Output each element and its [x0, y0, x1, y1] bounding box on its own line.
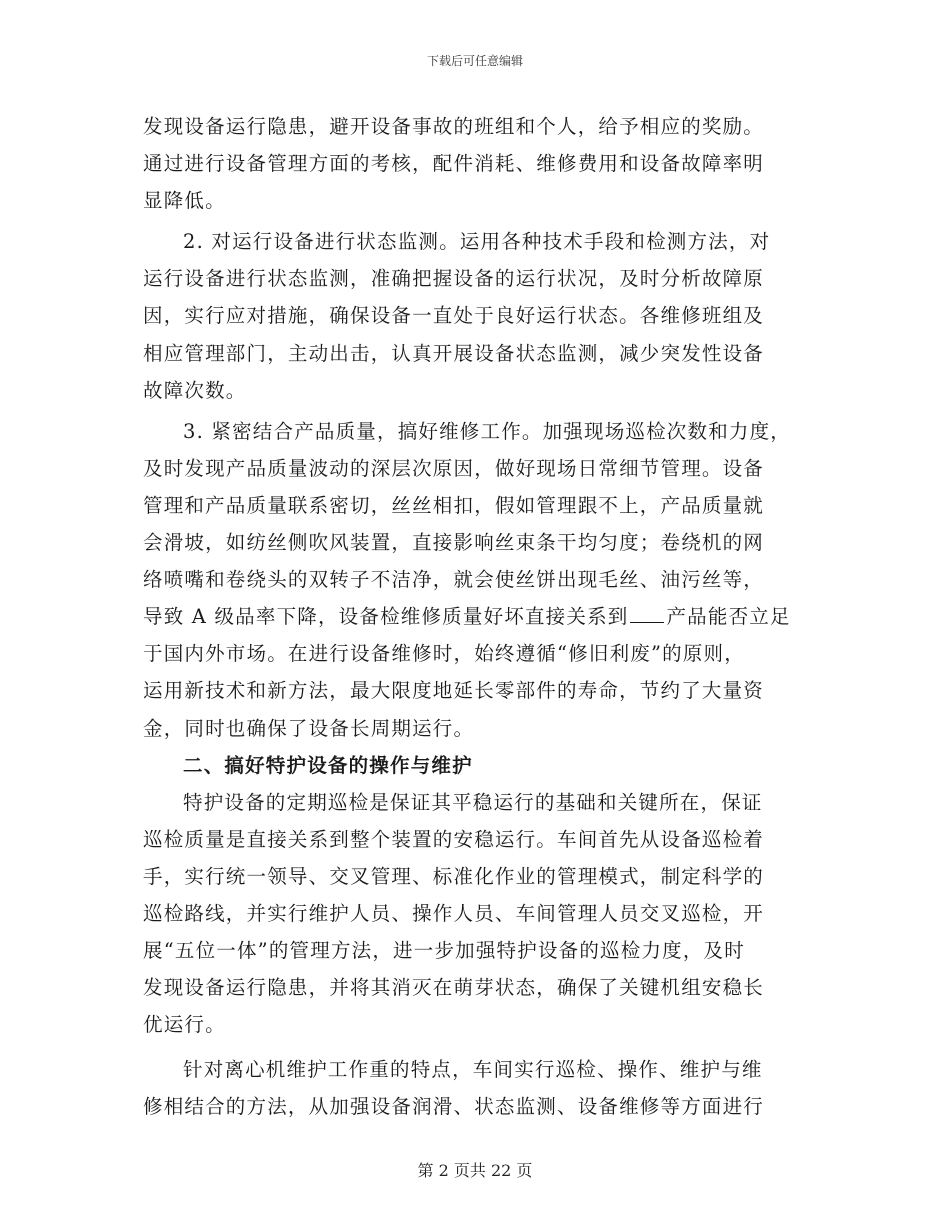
body-line: 于国内外市场。在进行设备维修时，始终遵循“修旧利废”的原则，	[143, 642, 745, 666]
body-line: 运用新技术和新方法，最大限度地延长零部件的寿命，节约了大量资	[143, 679, 765, 703]
body-line: 故障次数。	[143, 378, 247, 402]
body-line: 优运行。	[143, 1013, 226, 1037]
body-line: 管理和产品质量联系密切，丝丝相扣，假如管理跟不上，产品质量就	[143, 493, 765, 517]
body-line: 发现设备运行隐患，并将其消灭在萌芽状态，确保了关键机组安稳长	[143, 976, 765, 1000]
page-footer: 第 2 页共 22 页	[417, 1161, 533, 1180]
body-line: 巡检路线，并实行维护人员、操作人员、车间管理人员交叉巡检，开	[143, 901, 765, 925]
body-line: 巡检质量是直接关系到整个装置的安稳运行。车间首先从设备巡检着	[143, 827, 765, 851]
body-line: 金，同时也确保了设备长周期运行。	[143, 716, 475, 740]
body-line: 展“五位一体”的管理方法，进一步加强特护设备的巡检力度，及时	[143, 939, 745, 963]
page-header: 下载后可任意编辑	[426, 54, 523, 68]
document-body	[143, 108, 811, 1126]
paragraph-start: 3. 紧密结合产品质量，搞好维修工作。加强现场巡检次数和力度，	[183, 419, 792, 443]
paragraph-start: 针对离心机维护工作重的特点，车间实行巡检、操作、维护与维	[183, 1058, 763, 1082]
line-part: 导致 A 级品率下降，设备检维修质量好坏直接关系到	[143, 605, 629, 629]
body-line: 显降低。	[143, 189, 226, 213]
body-line: 因，实行应对措施，确保设备一直处于良好运行状态。各维修班组及	[143, 304, 765, 328]
body-line: 通过进行设备管理方面的考核，配件消耗、维修费用和设备故障率明	[143, 152, 765, 176]
body-line: 发现设备运行隐患，避开设备事故的班组和个人，给予相应的奖励。	[143, 115, 765, 138]
fill-in-blank	[630, 604, 664, 623]
body-line: 相应管理部门，主动出击，认真开展设备状态监测，减少突发性设备	[143, 341, 765, 365]
body-line: 会滑坡，如纺丝侧吹风装置，直接影响丝束条干均匀度；卷绕机的网	[143, 531, 765, 555]
line-part: 产品能否立足	[666, 605, 791, 629]
body-line: 修相结合的方法，从加强设备润滑、状态监测、设备维修等方面进行	[143, 1095, 765, 1119]
body-line: 络喷嘴和卷绕头的双转子不洁净，就会使丝饼出现毛丝、油污丝等，	[143, 568, 765, 592]
body-line: 及时发现产品质量波动的深层次原因，做好现场日常细节管理。设备	[143, 456, 765, 480]
body-line: 运行设备进行状态监测，准确把握设备的运行状况，及时分析故障原	[143, 267, 765, 291]
body-line-with-blank	[143, 598, 811, 635]
paragraph-start: 2. 对运行设备进行状态监测。运用各种技术手段和检测方法，对	[183, 230, 771, 254]
section-heading: 二、搞好特护设备的操作与维护	[183, 753, 473, 777]
paragraph-start: 特护设备的定期巡检是保证其平稳运行的基础和关键所在，保证	[183, 790, 763, 814]
body-line: 手，实行统一领导、交叉管理、标准化作业的管理模式，制定科学的	[143, 864, 765, 888]
